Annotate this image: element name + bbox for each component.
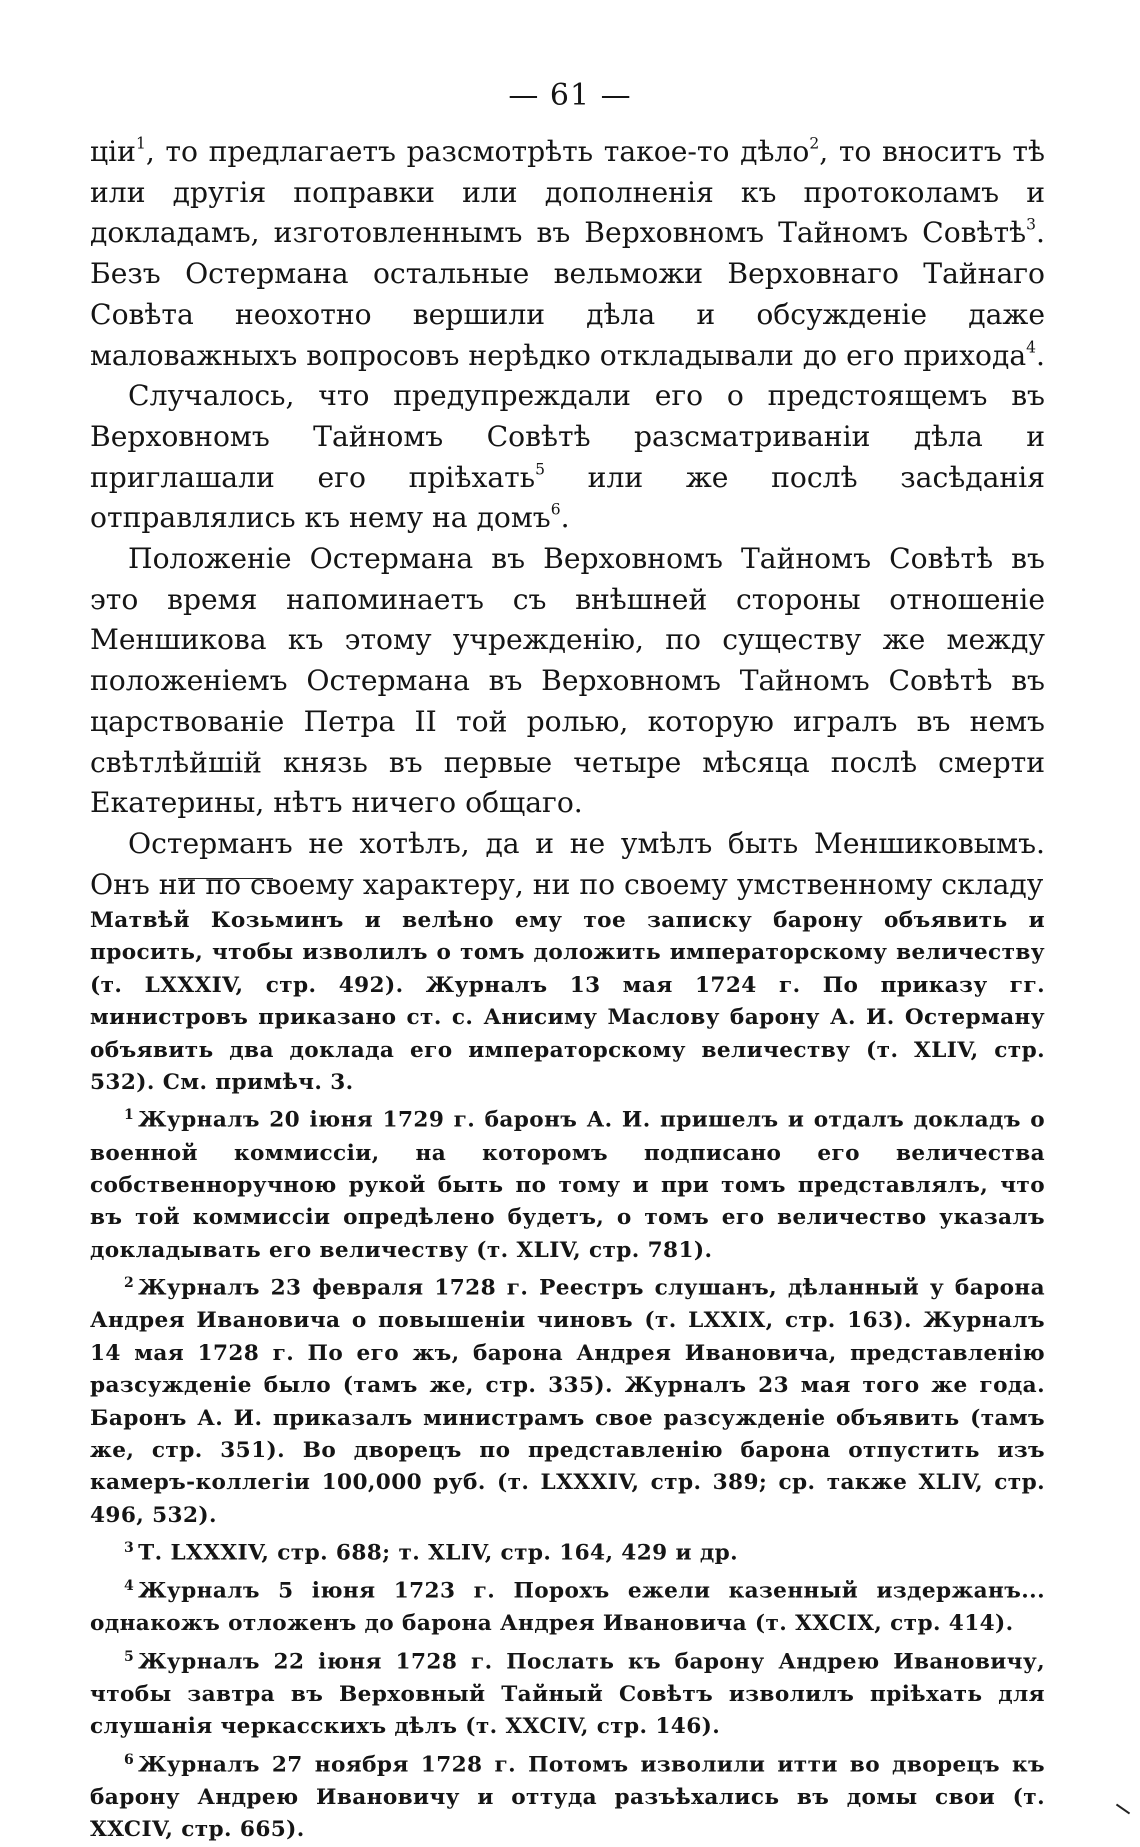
paragraph-4: Остерманъ не хотѣлъ, да и не умѣлъ быть Меншиковымъ. Онъ ни по своему характеру, ни по своему умственному складу bbox=[90, 826, 1045, 901]
footnotes bbox=[90, 905, 1045, 1847]
text-run: ціи bbox=[90, 135, 136, 168]
text-run: . bbox=[1036, 338, 1045, 372]
footnote-ref: 4 bbox=[1026, 338, 1036, 357]
footnote-3 bbox=[90, 1532, 1045, 1570]
footnote-separator bbox=[178, 878, 273, 879]
text-run: или же послѣ засѣданія отправлялись къ нему на домъ bbox=[90, 460, 1045, 535]
footnote-mark: 1 bbox=[124, 1107, 135, 1124]
footnote-mark: 5 bbox=[124, 1648, 135, 1665]
footnote-4 bbox=[90, 1570, 1045, 1641]
footnote-2 bbox=[90, 1267, 1045, 1532]
footnote-text: Т. LXXXIV, стр. 688; т. XLIV, стр. 164, 429 и др. bbox=[138, 1540, 739, 1566]
text-run: Случалось, что предупреждали его о предстоящемъ въ Верховномъ Тайномъ Совѣтѣ разсматриваніи дѣла и приглашали его пріѣхать bbox=[90, 379, 1045, 494]
footnote-text: Журналъ 27 ноября 1728 г. Потомъ изволили итти во дворецъ къ барону Андрею Ивановичу и оттуда разъѣхались въ домы свои (т. XXCIV, стр. 665). bbox=[90, 1752, 1045, 1843]
scan-artifact bbox=[1116, 1804, 1130, 1815]
page-number: — 61 — bbox=[508, 78, 632, 113]
footnote-ref: 1 bbox=[135, 134, 146, 153]
footnote-mark: 4 bbox=[124, 1578, 135, 1595]
footnote-ref: 6 bbox=[550, 500, 561, 519]
paragraph-2 bbox=[90, 376, 1045, 539]
paragraph-3: Положеніе Остермана въ Верховномъ Тайномъ Совѣтѣ въ это время напоминаетъ съ внѣшней стороны отношеніе Меншикова къ этому учрежденію, по существу же между положеніемъ Остермана въ Верховномъ Тайномъ Совѣтѣ въ царствованіе Петра II той ролью, которую игралъ въ немъ свѣтлѣйшій князь въ первые четыре мѣсяца послѣ смерти Екатерины, нѣтъ ничего общаго. bbox=[90, 542, 1045, 820]
footnote-continuation: Матвѣй Козьминъ и велѣно ему тое записку барону объявить и просить, чтобы изволилъ о томъ доложить императорскому величеству (т. LXXXIV, стр. 492). Журналъ 13 мая 1724 г. По приказу гг. министровъ приказано ст. с. Анисиму Маслову барону А. И. Остерману объявить два доклада его императорскому величеству (т. XLIV, стр. 532). См. примѣч. 3. bbox=[90, 908, 1045, 1096]
text-run: , то вноситъ тѣ или другія поправки или дополненія къ протоколамъ и докладамъ, изготовленнымъ въ Верховномъ Тайномъ Совѣтѣ bbox=[90, 135, 1045, 250]
footnote-6 bbox=[90, 1744, 1045, 1847]
footnote-text: Журналъ 22 іюня 1728 г. Послать къ барону Андрею Ивановичу, чтобы завтра въ Верховный Тайный Совѣтъ изволилъ пріѣхать для слушанія черкасскихъ дѣлъ (т. XXCIV, стр. 146). bbox=[90, 1649, 1045, 1740]
footnote-ref: 5 bbox=[535, 460, 545, 479]
main-text bbox=[90, 132, 1045, 905]
footnote-mark: 2 bbox=[124, 1275, 135, 1292]
footnote-text: Журналъ 23 февраля 1728 г. Реестръ слушанъ, дѣланный у барона Андрея Ивановича о повышеніи чиновъ (т. LXXIX, стр. 163). Журналъ 14 мая 1728 г. По его жъ, барона Андрея Ивановича, представленію разсужденіе было (тамъ же, стр. 335). Журналъ 23 мая того же года. Баронъ А. И. приказалъ министрамъ свое разсужденіе объявить (тамъ же, стр. 351). Во дворецъ по представленію барона отпустить изъ камеръ-коллегіи 100,000 руб. (т. LXXXIV, стр. 389; ср. также XLIV, стр. 496, 532). bbox=[90, 1275, 1045, 1528]
footnote-text: Журналъ 5 іюня 1723 г. Порохъ ежели казенный издержанъ... однакожъ отложенъ до барона Андрея Ивановича (т. XXCIX, стр. 414). bbox=[90, 1579, 1045, 1637]
footnote-1 bbox=[90, 1099, 1045, 1267]
footnote-mark: 6 bbox=[124, 1751, 135, 1768]
footnote-mark: 3 bbox=[124, 1540, 135, 1557]
text-run: . bbox=[560, 501, 570, 535]
text-run: , то предлагаетъ разсмотрѣть такое-то дѣло bbox=[145, 135, 810, 168]
footnote-text: Журналъ 20 іюня 1729 г. баронъ А. И. пришелъ и отдалъ докладъ о военной коммиссіи, на которомъ подписано его величества собственноручною рукой быть по тому и при томъ представлялъ, что въ той коммиссіи опредѣлено будетъ, о томъ его величество указалъ докладывать его величеству (т. XLIV, стр. 781). bbox=[90, 1108, 1045, 1263]
footnote-5 bbox=[90, 1641, 1045, 1744]
text-run: . Безъ Остермана остальные вельможи Верховнаго Тайнаго Совѣта неохотно вершили дѣла и обсужденіе даже маловажныхъ вопросовъ нерѣдко откладывали до его прихода bbox=[90, 216, 1045, 372]
footnote-ref: 3 bbox=[1026, 216, 1037, 234]
paragraph-1 bbox=[90, 132, 1045, 376]
footnote-ref: 2 bbox=[809, 134, 820, 153]
